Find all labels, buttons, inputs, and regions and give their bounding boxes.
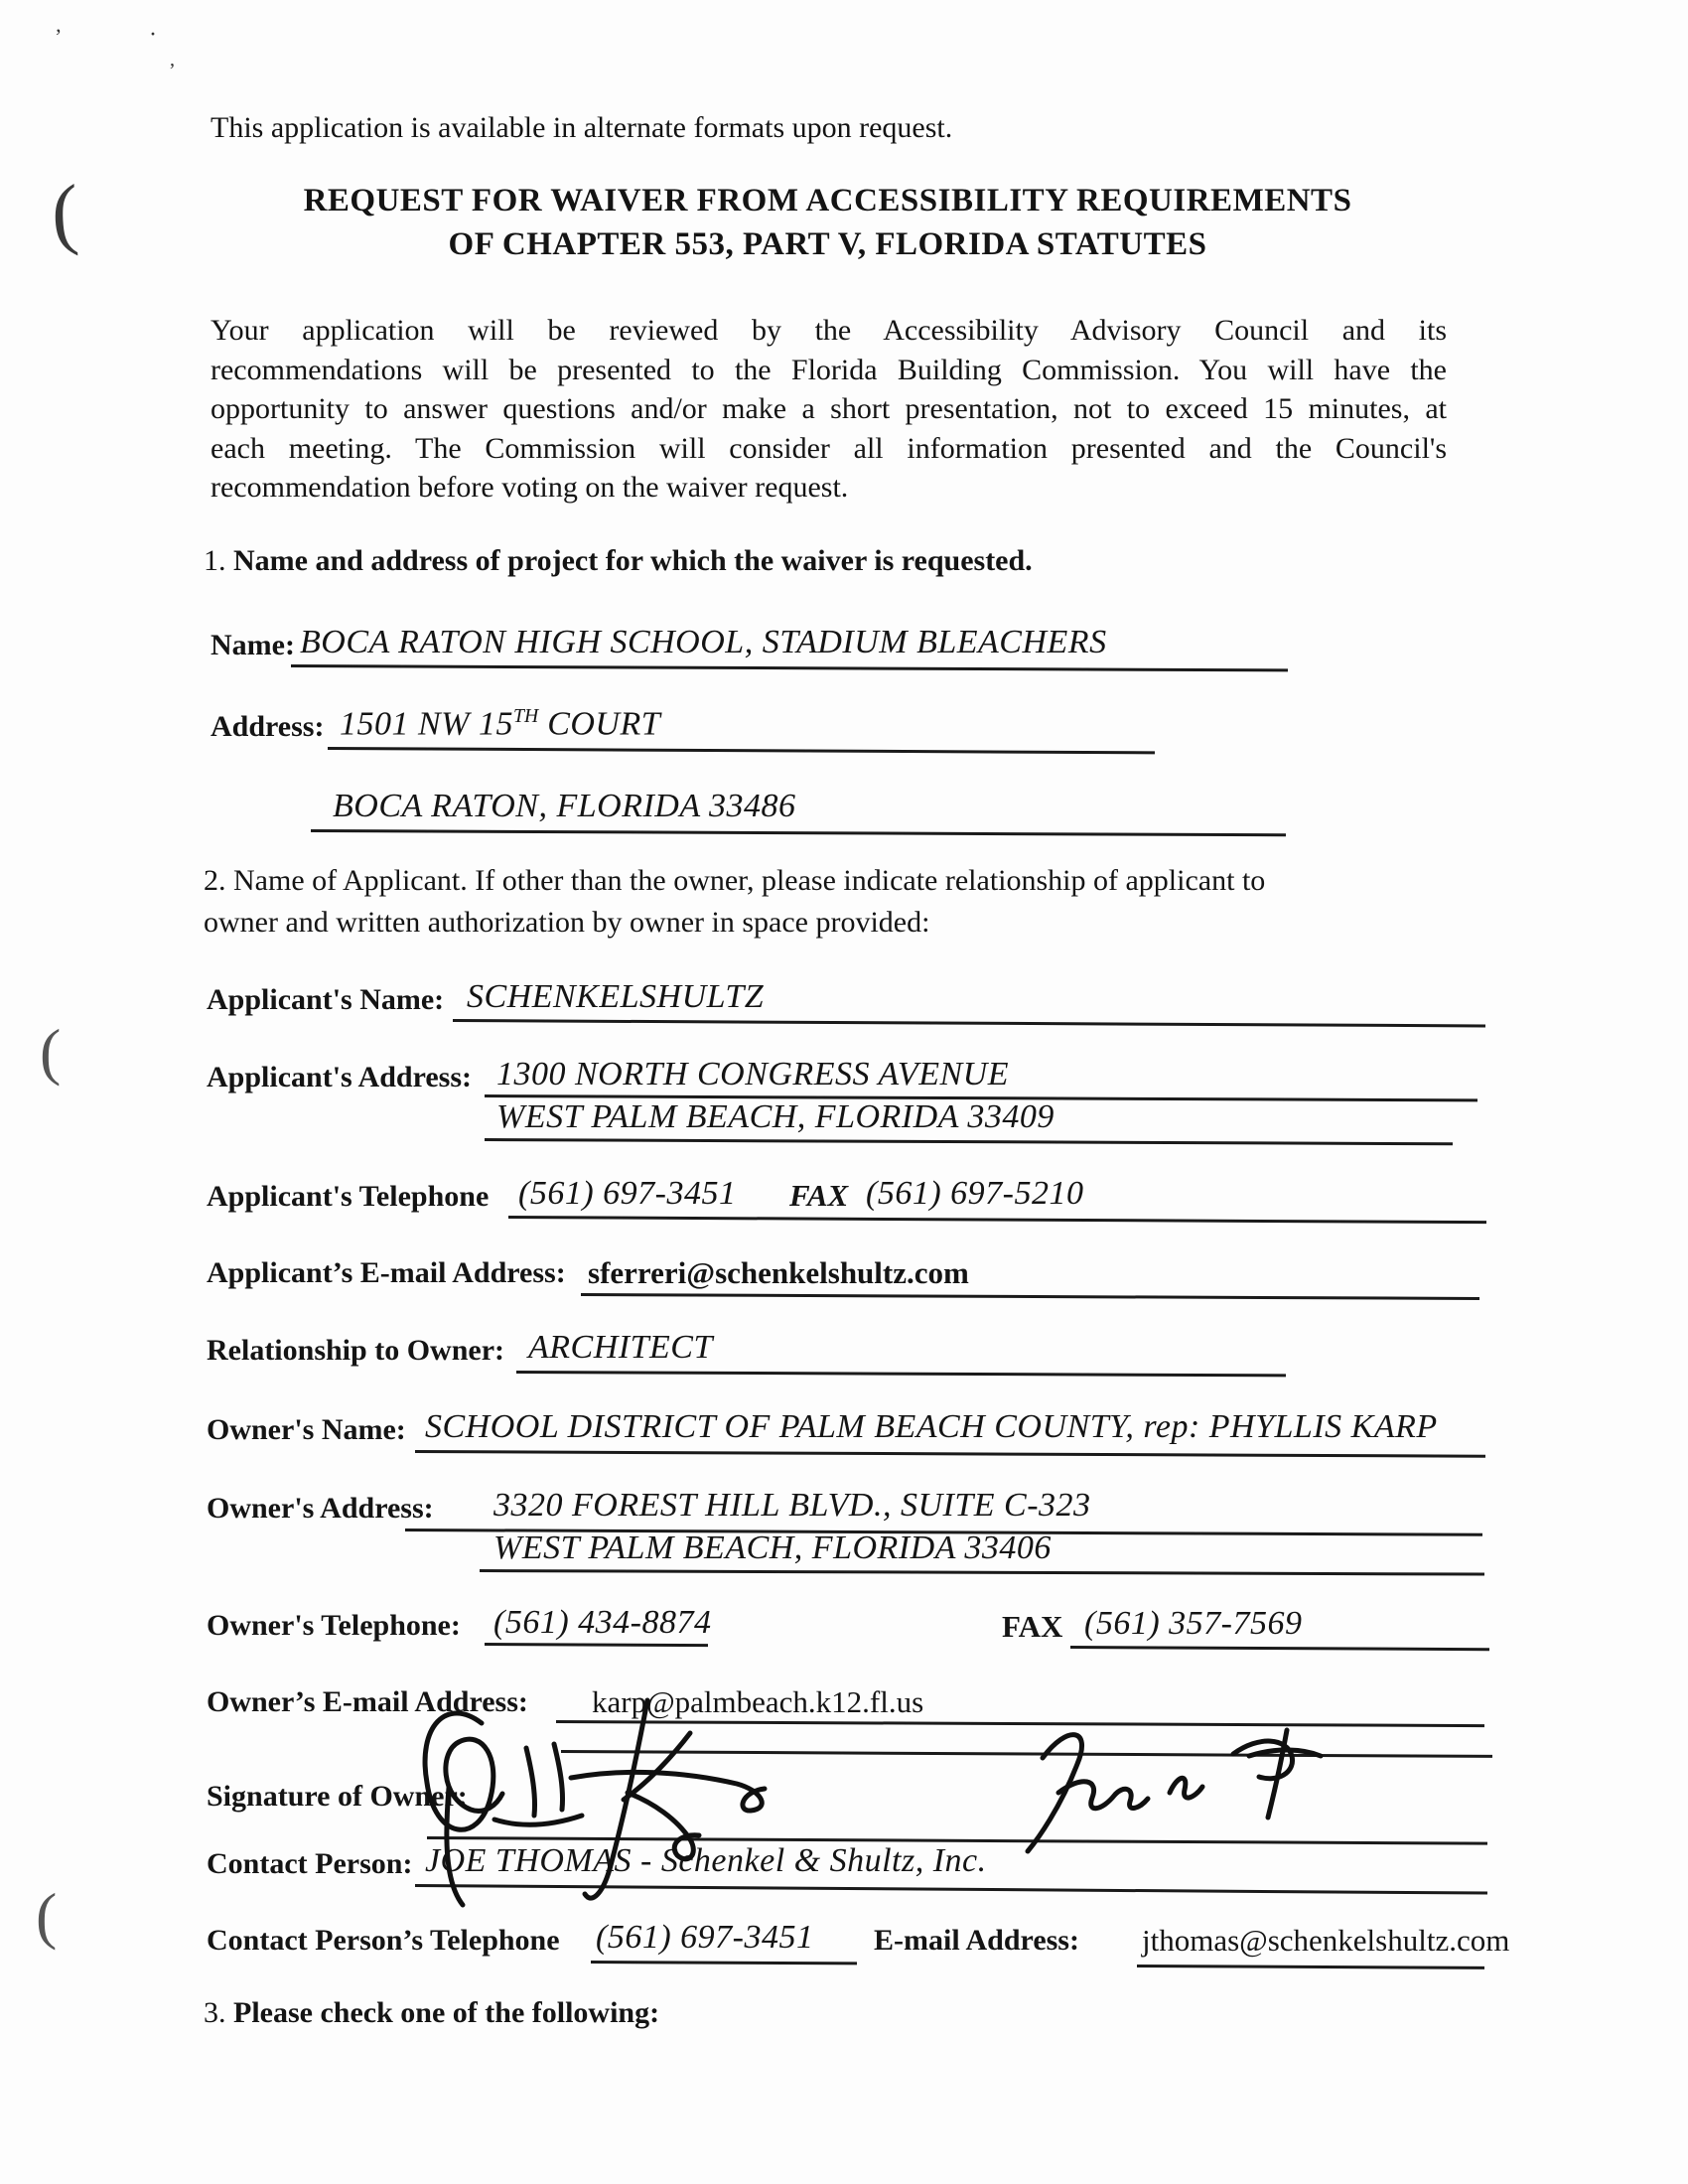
applicant-telephone-underline [508,1216,1486,1224]
owner-email-label: Owner’s E-mail Address: [207,1685,528,1718]
contact-email-value: jthomas@schenkelshultz.com [1142,1923,1510,1958]
ordinal-superscript: TH [513,705,539,727]
owner-fax-value: (561) 357-7569 [1084,1605,1303,1642]
owner-address-line2: WEST PALM BEACH, FLORIDA 33406 [493,1529,1052,1566]
intro-line: opportunity to answer questions and/or make a short presentation, not to exceed 15 minutes, at [211,392,1447,425]
applicant-telephone-label: Applicant's Telephone [207,1180,490,1213]
project-address-underline [328,747,1155,754]
intro-line: Your application will be reviewed by the Accessibility Advisory Council and its [211,314,1447,347]
owner-telephone-label: Owner's Telephone: [207,1609,461,1642]
contact-email-underline [1137,1965,1484,1969]
owner-telephone-value: (561) 434-8874 [493,1604,712,1641]
intro-line: recommendations will be presented to the Florida Building Commission. You will have the [211,353,1447,386]
project-address-city-value: BOCA RATON, FLORIDA 33486 [333,788,796,824]
owner-signature-label: Signature of Owner: [207,1780,468,1813]
applicant-telephone-value: (561) 697-3451 [518,1175,737,1212]
contact-person-value: JOE THOMAS - Schenkel & Shultz, Inc. [425,1842,987,1879]
contact-email-label: E-mail Address: [874,1924,1079,1957]
section3-heading [204,1996,659,2030]
owner-email-underline [556,1720,1484,1727]
section1-heading-text: Name and address of project for which the waiver is requested. [233,544,1033,577]
section1-heading [204,544,1033,578]
section2-heading-line2: owner and written authorization by owner in space provided: [204,906,930,939]
owner-telephone-underline [485,1643,708,1647]
alternate-formats-notice: This application is available in alternate formats upon request. [211,111,953,144]
applicant-fax-value: (561) 697-5210 [866,1175,1084,1212]
relationship-underline [516,1371,1286,1377]
section1-number: 1. [204,544,226,577]
owner-address-line1: 3320 FOREST HILL BLVD., SUITE C-323 [493,1487,1091,1524]
form-title-line1: REQUEST FOR WAIVER FROM ACCESSIBILITY REQUIREMENTS [303,183,1352,218]
applicant-address-line2: WEST PALM BEACH, FLORIDA 33409 [496,1098,1055,1135]
relationship-value: ARCHITECT [528,1329,713,1366]
intro-line: each meeting. The Commission will consider all information presented and the Council's [211,431,1447,465]
scan-speck: ’ [169,60,176,81]
owner-name-underline [415,1450,1485,1458]
project-name-underline [291,664,1288,671]
applicant-name-value: SCHENKELSHULTZ [467,978,765,1015]
owner-fax-label: FAX [1002,1609,1063,1644]
owner-signature-2 [1028,1730,1321,1851]
form-title-line2: OF CHAPTER 553, PART V, FLORIDA STATUTES [448,226,1207,262]
project-address-label: Address: [211,710,325,743]
contact-telephone-label: Contact Person’s Telephone [207,1924,560,1957]
applicant-address-underline2 [485,1138,1453,1145]
scan-paren-artifact: ( [40,1016,62,1087]
applicant-fax-label: FAX [789,1178,849,1213]
applicant-address-label: Applicant's Address: [207,1061,473,1093]
owner-name-label: Owner's Name: [207,1413,406,1446]
project-address-value [340,705,660,743]
owner-address-label: Owner's Address: [207,1492,434,1525]
section2-heading-line1: Name of Applicant. If other than the owner, please indicate relationship of applicant to [233,864,1266,897]
scan-speck: ’ [55,24,63,49]
project-name-label: Name: [211,629,295,661]
owner-name-value: SCHOOL DISTRICT OF PALM BEACH COUNTY, rep: PHYLLIS KARP [425,1408,1438,1445]
owner-email-value: karp@palmbeach.k12.fl.us [592,1684,924,1719]
contact-telephone-value: (561) 697-3451 [596,1919,814,1956]
project-address-street-rest: COURT [538,705,661,743]
contact-person-underline [415,1884,1487,1895]
scan-paren-artifact: ( [49,169,80,258]
intro-line: recommendation before voting on the waiver request. [211,471,849,504]
owner-address-underline2 [480,1569,1484,1576]
project-address-city-underline [311,829,1286,836]
applicant-email-value: sferreri@schenkelshultz.com [588,1255,969,1290]
project-name-value: BOCA RATON HIGH SCHOOL, STADIUM BLEACHERS [300,624,1107,660]
section2-heading [204,860,1265,944]
contact-person-label: Contact Person: [207,1847,413,1880]
relationship-label: Relationship to Owner: [207,1334,504,1367]
intro-paragraph [211,311,1447,508]
scan-speck: · [149,22,157,48]
form-title [211,179,1445,266]
applicant-address-line1: 1300 NORTH CONGRESS AVENUE [496,1056,1009,1092]
contact-telephone-underline [591,1961,857,1965]
scan-paren-artifact: ( [36,1880,58,1951]
section2-number: 2. [204,864,226,897]
scan-artifact-line [561,1750,1492,1758]
section3-heading-text: Please check one of the following: [233,1996,660,2029]
applicant-email-underline [581,1293,1479,1300]
applicant-email-label: Applicant’s E-mail Address: [207,1256,566,1289]
project-address-street: 1501 NW 15 [340,705,513,743]
section3-number: 3. [204,1996,226,2029]
applicant-name-label: Applicant's Name: [207,983,445,1016]
applicant-name-underline [453,1019,1485,1027]
owner-fax-underline [1070,1646,1489,1651]
